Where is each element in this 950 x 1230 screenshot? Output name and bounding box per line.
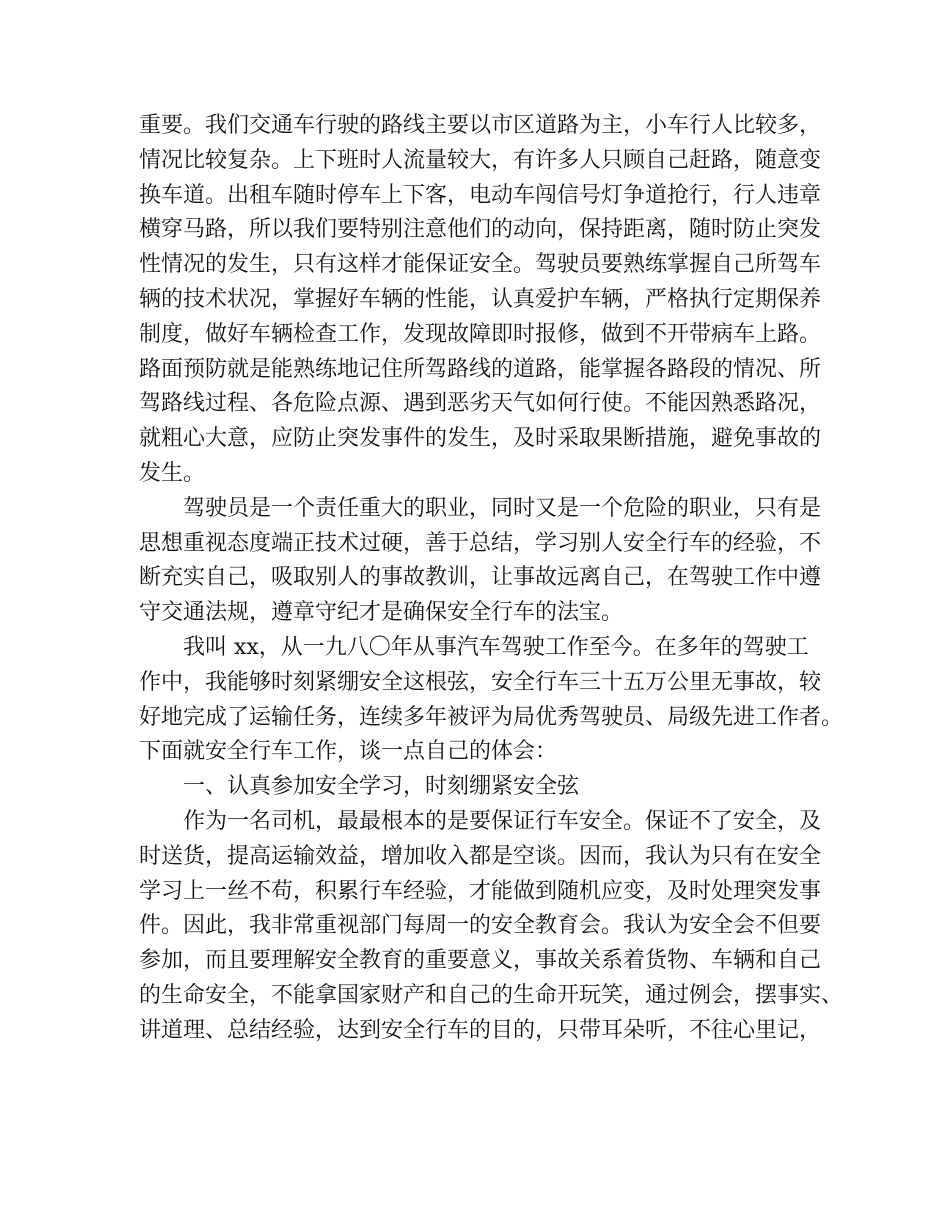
text-line: 守交通法规，遵章守纪才是确保安全行车的法宝。 bbox=[139, 600, 624, 626]
text-line: 性情况的发生，只有这样才能保证安全。驾驶员要熟练掌握自己所驾车 bbox=[139, 252, 822, 278]
section-heading: 一、认真参加安全学习，时刻绷紧安全弦 bbox=[183, 774, 580, 800]
text-line: 横穿马路，所以我们要特别注意他们的动向，保持距离，随时防止突发 bbox=[139, 217, 822, 243]
text-line: 参加，而且要理解安全教育的重要意义，事故关系着货物、车辆和自己 bbox=[139, 948, 822, 974]
text-line: 思想重视态度端正技术过硬，善于总结，学习别人安全行车的经验，不 bbox=[139, 530, 822, 556]
text-line: 时送货，提高运输效益，增加收入都是空谈。因而，我认为只有在安全 bbox=[139, 843, 822, 869]
text-line: 下面就安全行车工作，谈一点自己的体会： bbox=[139, 739, 558, 765]
text-line: 学习上一丝不苟，积累行车经验，才能做到随机应变，及时处理突发事 bbox=[139, 878, 822, 904]
text-line: 重要。我们交通车行驶的路线主要以市区道路为主，小车行人比较多， bbox=[139, 113, 822, 138]
text-line: 辆的技术状况，掌握好车辆的性能，认真爱护车辆，严格执行定期保养 bbox=[139, 286, 822, 312]
text-line: 我叫 xx，从一九八〇年从事汽车驾驶工作至今。在多年的驾驶工 bbox=[183, 634, 809, 660]
text-line: 断充实自己，吸取别人的事故教训，让事故远离自己，在驾驶工作中遵 bbox=[139, 565, 822, 591]
text-line: 发生。 bbox=[139, 460, 206, 486]
text-line: 好地完成了运输任务，连续多年被评为局优秀驾驶员、局级先进工作者。 bbox=[139, 704, 844, 730]
text-line: 件。因此，我非常重视部门每周一的安全教育会。我认为安全会不但要 bbox=[139, 913, 822, 939]
body-text bbox=[139, 109, 844, 1049]
text-line: 的生命安全，不能拿国家财产和自己的生命开玩笑，通过例会，摆事实、 bbox=[139, 982, 844, 1008]
text-line: 换车道。出租车随时停车上下客，电动车闯信号灯争道抢行，行人违章 bbox=[139, 182, 822, 208]
text-line: 情况比较复杂。上下班时人流量较大，有许多人只顾自己赶路，随意变 bbox=[139, 147, 822, 173]
text-line: 路面预防就是能熟练地记住所驾路线的道路，能掌握各路段的情况、所 bbox=[139, 356, 822, 382]
text-line: 作中，我能够时刻紧绷安全这根弦，安全行车三十五万公里无事故，较 bbox=[139, 669, 822, 695]
text-line: 作为一名司机，最最根本的是要保证行车安全。保证不了安全，及 bbox=[183, 808, 822, 834]
text-line: 就粗心大意，应防止突发事件的发生，及时采取果断措施，避免事故的 bbox=[139, 426, 822, 452]
text-line: 驾驶员是一个责任重大的职业，同时又是一个危险的职业，只有是 bbox=[183, 495, 822, 521]
text-line: 讲道理、总结经验，达到安全行车的目的，只带耳朵听，不往心里记， bbox=[139, 1017, 822, 1043]
text-line: 制度，做好车辆检查工作，发现故障即时报修，做到不开带病车上路。 bbox=[139, 321, 822, 347]
text-line: 驾路线过程、各危险点源、遇到恶劣天气如何行使。不能因熟悉路况， bbox=[139, 391, 822, 417]
